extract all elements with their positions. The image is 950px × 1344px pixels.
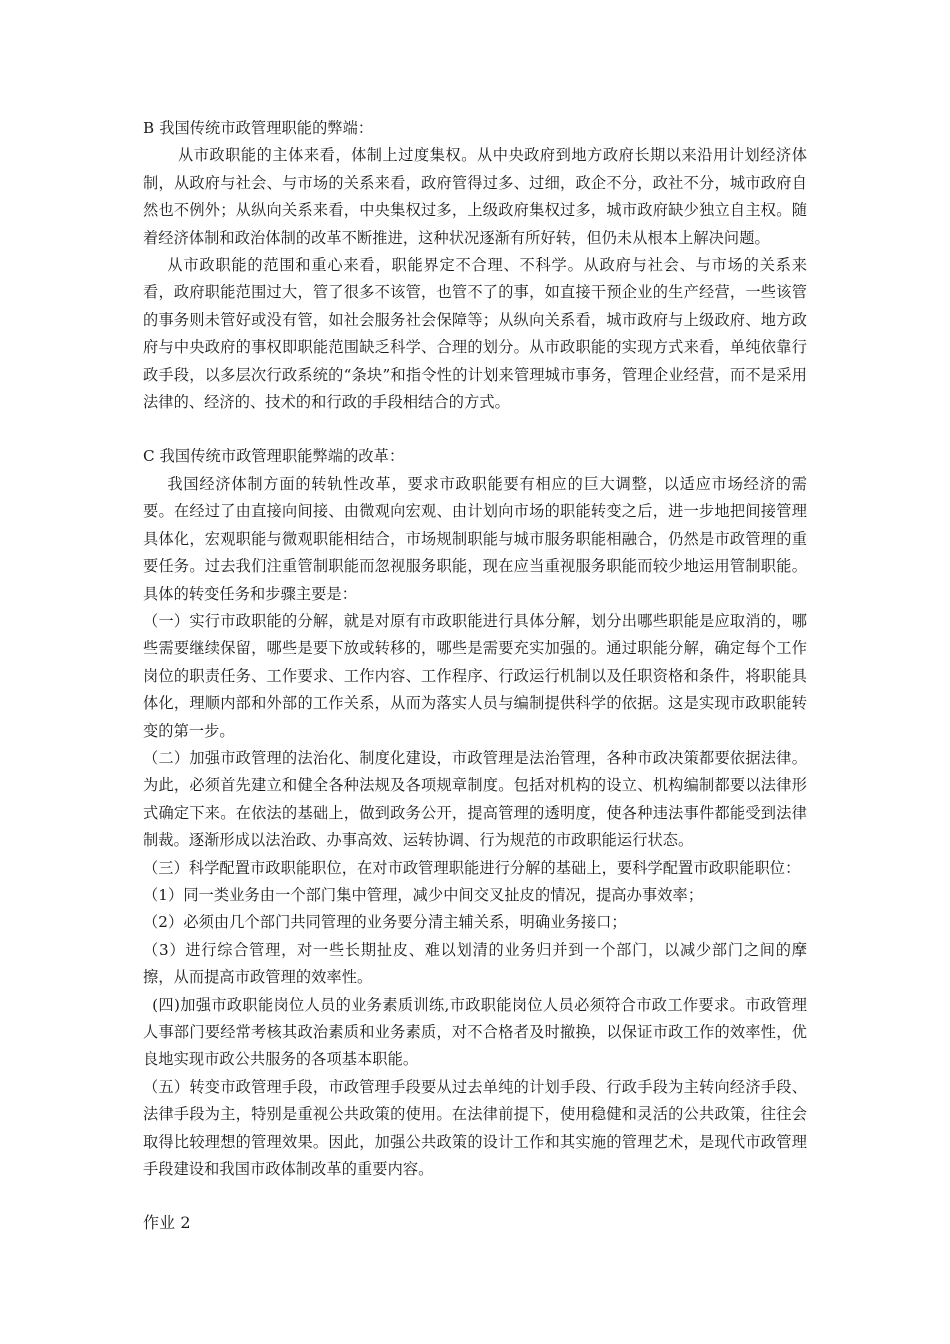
section-c-item-4: (四)加强市政职能岗位人员的业务素质训练,市政职能岗位人员必须符合市政工作要求。市政管理人事部门要经常考核其政治素质和业务素质，对不合格者及时撤换，以保证市政工作的效率性，优良地实现市政公共服务的各项基本职能。 (143, 995, 807, 1069)
section-b-paragraph-1: 从市政职能的主体来看，体制上过度集权。从中央政府到地方政府长期以来沿用计划经济体制，从政府与社会、与市场的关系来看，政府管得过多、过细，政企不分，政社不分，城市政府自然也不例外；从纵向关系来看，中央集权过多，上级政府集权过多，城市政府缺少独立自主权。随着经济体制和政治体制的改革不断推进，这种状况逐渐有所好转，但仍未从根本上解决问题。 (143, 146, 807, 247)
section-c-item-3: （三）科学配置市政职能职位，在对市政管理职能进行分解的基础上，要科学配置市政职能职位： (143, 858, 801, 877)
section-c-item-1: （一）实行市政职能的分解，就是对原有市政职能进行具体分解，划分出哪些职能是应取消的，哪些需要继续保留，哪些是要下放或转移的，哪些是需要充实加强的。通过职能分解，确定每个工作岗位的职责任务、工作要求、工作内容、工作程序、行政运行机制以及任职资格和条件，将职能具体化，理顺内部和外部的工作关系，从而为落实人员与编制提供科学的依据。这是实现市政职能转变的第一步。 (143, 611, 807, 740)
section-c-paragraph-1: 我国经济体制方面的转轨性改革，要求市政职能要有相应的巨大调整，以适应市场经济的需要。在经过了由直接向间接、由微观向宏观、由计划向市场的职能转变之后，进一步地把间接管理具体化，宏观职能与微观职能相结合，市场规制职能与城市服务职能相融合，仍然是市政管理的重要任务。过去我们注重管制职能而忽视服务职能，现在应当重视服务职能而较少地运用管制职能。具体的转变任务和步骤主要是： (143, 474, 807, 603)
homework-2-heading: 作业 2 (143, 1213, 191, 1233)
section-c-item-3-3: （3）进行综合管理，对一些长期扯皮、难以划清的业务归并到一个部门，以减少部门之间的摩擦，从而提高市政管理的效率性。 (143, 940, 807, 987)
section-c-item-3-2: （2）必须由几个部门共同管理的业务要分清主辅关系，明确业务接口； (143, 913, 627, 932)
spacer (143, 1183, 807, 1209)
document-page (143, 115, 807, 1237)
section-c-item-3-1: （1）同一类业务由一个部门集中管理，减少中间交叉扯皮的情况，提高办事效率； (143, 885, 704, 904)
spacer (143, 416, 807, 443)
section-c-item-2: （二）加强市政管理的法治化、制度化建设，市政管理是法治管理，各种市政决策都要依据法律。为此，必须首先建立和健全各种法规及各项规章制度。包括对机构的设立、机构编制都要以法律形式确定下来。在依法的基础上，做到政务公开，提高管理的透明度，使各种违法事件都能受到法律制裁。逐渐形成以法治政、办事高效、运转协调、行为规范的市政职能运行状态。 (143, 748, 807, 850)
section-b-heading: B 我国传统市政管理职能的弊端： (143, 119, 374, 137)
section-b-paragraph-2: 从市政职能的范围和重心来看，职能界定不合理、不科学。从政府与社会、与市场的关系来看，政府职能范围过大，管了很多不该管，也管不了的事，如直接干预企业的生产经营，一些该管的事务则未管好或没有管，如社会服务社会保障等；从纵向关系看，城市政府与上级政府、地方政府与中央政府的事权即职能范围缺乏科学、合理的划分。从市政职能的实现方式来看，单纯依靠行政手段，以多层次行政系统的“条块”和指令性的计划来管理城市事务，管理企业经营，而不是采用法律的、经济的、技术的和行政的手段相结合的方式。 (143, 256, 807, 412)
section-c-heading: C 我国传统市政管理职能弊端的改革： (143, 447, 405, 466)
section-c-item-5: （五）转变市政管理手段，市政管理手段要从过去单纯的计划手段、行政手段为主转向经济手段、法律手段为主，特别是重视公共政策的使用。在法律前提下，使用稳健和灵活的公共政策，往往会取得比较理想的管理效果。因此，加强公共政策的设计工作和其实施的管理艺术，是现代市政管理手段建设和我国市政体制改革的重要内容。 (143, 1077, 807, 1179)
